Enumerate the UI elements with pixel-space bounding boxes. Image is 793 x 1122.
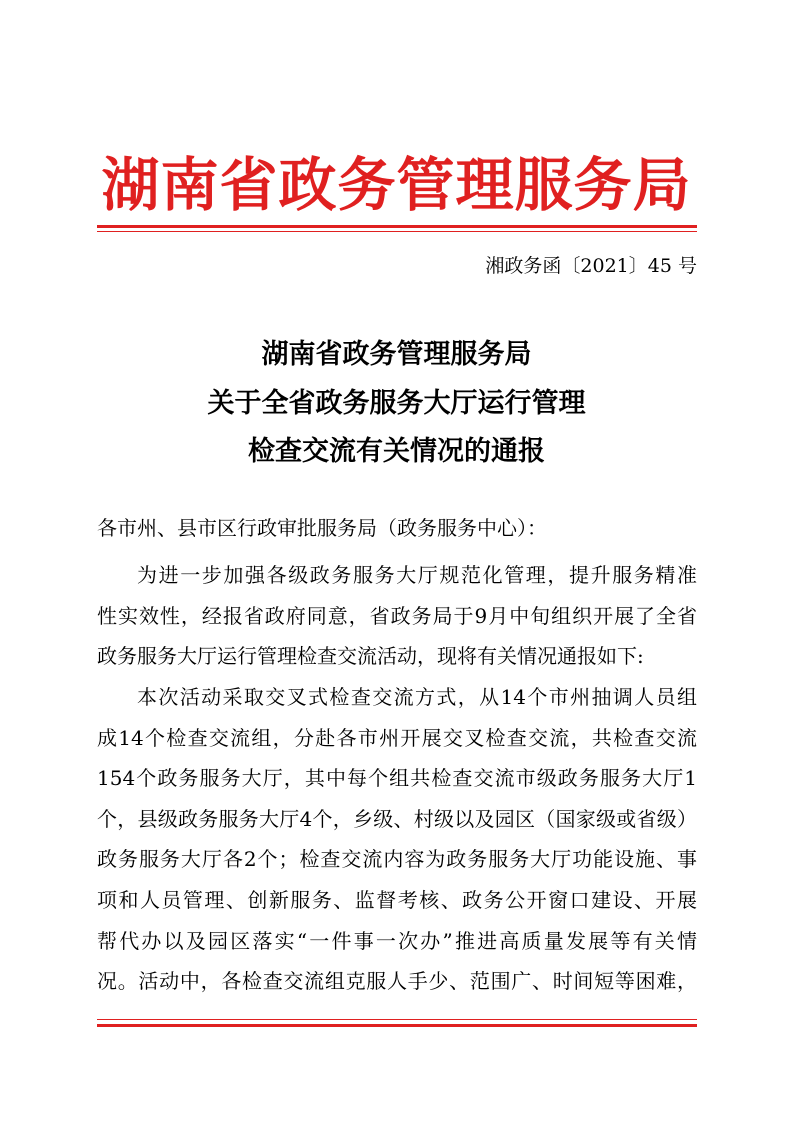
footer-divider [97, 1024, 697, 1027]
footer-divider-thin [97, 1019, 697, 1020]
masthead-divider-thin [97, 231, 697, 232]
body-text-line: 154个政务服务大厅，其中每个组共检查交流市级政务服务大厅1 [97, 766, 697, 790]
document-number: 湘政务函〔2021〕45 号 [485, 255, 697, 277]
body-text-line: 个，县级政务服务大厅4个，乡级、村级以及园区（国家级或省级） [97, 807, 697, 831]
body-text-line: 成14个检查交流组，分赴各市州开展交叉检查交流，共检查交流 [97, 726, 697, 750]
body-text-line: 项和人员管理、创新服务、监督考核、政务公开窗口建设、开展 [97, 888, 697, 912]
body-text-line: 政务服务大厅运行管理检查交流活动，现将有关情况通报如下: [97, 644, 644, 668]
title-line: 湖南省政务管理服务局 [261, 339, 532, 370]
title-line: 检查交流有关情况的通报 [248, 436, 545, 467]
body-text-line: 本次活动采取交叉式检查交流方式，从14个市州抽调人员组 [137, 685, 697, 709]
body-text-line: 政务服务大厅各2个；检查交流内容为政务服务大厅功能设施、事 [97, 847, 697, 871]
body-text-line: 为进一步加强各级政务服务大厅规范化管理，提升服务精准 [137, 563, 697, 587]
title-line: 关于全省政务服务大厅运行管理 [207, 388, 586, 419]
body-text-line: 性实效性，经报省政府同意，省政务局于9月中旬组织开展了全省 [97, 604, 697, 628]
salutation: 各市州、县市区行政审批服务局（政务服务中心）： [97, 516, 547, 540]
masthead-agency-name: 湖南省政务管理服务局 [101, 151, 692, 219]
masthead-divider [97, 225, 697, 228]
body-text-line: 况。活动中，各检查交流组克服人手少、范围广、时间短等困难， [97, 969, 697, 993]
body-text-line: 帮代办以及园区落实“一件事一次办”推进高质量发展等有关情 [97, 929, 697, 953]
